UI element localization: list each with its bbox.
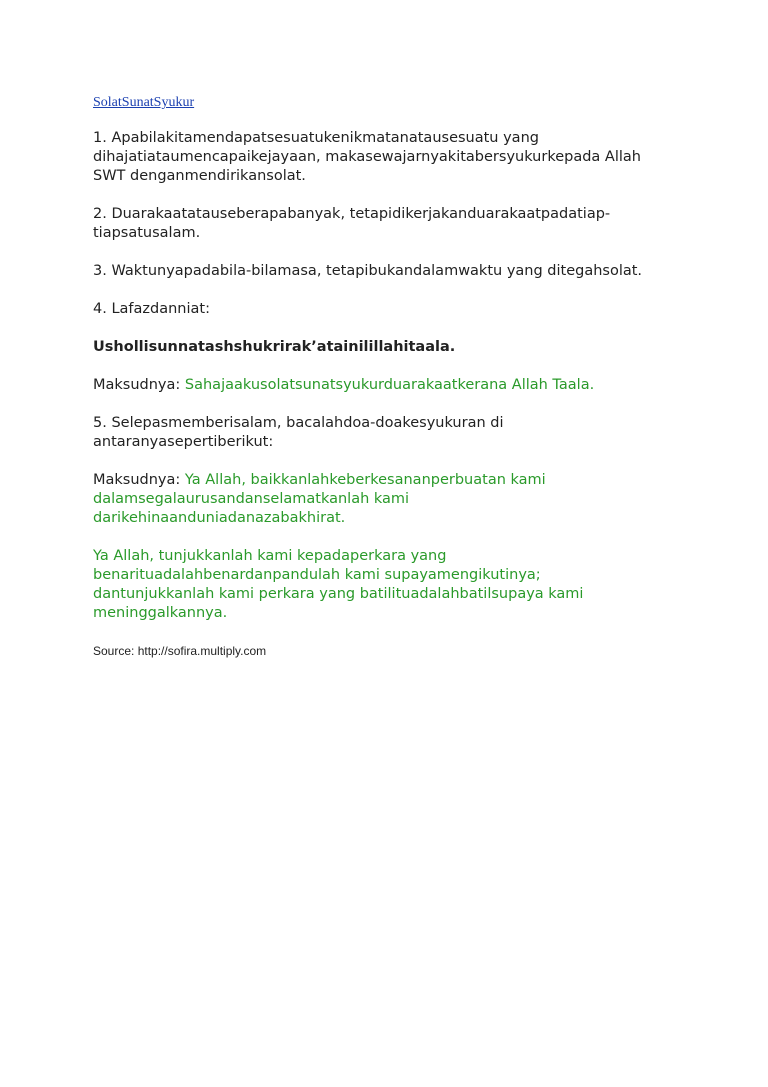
paragraph-3: 3. Waktunyapadabila-bilamasa, tetapibukandalamwaktu yang ditegahsolat. [93, 263, 643, 279]
maksud-2-label: Maksudnya: [93, 472, 185, 488]
document-body [93, 93, 663, 661]
paragraph-2: 2. Duarakaatatauseberapabanyak, tetapidikerjakanduarakaatpadatiap-tiapsatusalam. [93, 206, 611, 241]
paragraph-1: 1. Apabilakitamendapatsesuatukenikmatanatausesuatu yang dihajatiataumencapaikejayaan, makasewajarnyakitabersyukurkepada Allah SWT denganmendirikansolat. [93, 130, 641, 184]
maksud-1-text: Sahajaakusolatsunatsyukurduarakaatkerana Allah Taala. [184, 377, 595, 393]
maksud-1 [93, 376, 663, 395]
maksud-2 [93, 471, 663, 528]
maksud-2-text: Ya Allah, baikkanlahkeberkesananperbuatan kami dalamsegalaurusandanselamatkanlah kami darikehinaanduniadanazabakhirat. [93, 472, 546, 526]
source-line: Source: http://sofira.multiply.com [93, 644, 267, 658]
title-link[interactable]: SolatSunatSyukur [93, 95, 195, 110]
niat-text: Ushollisunnatashshukrirak’atainilillahitaala. [93, 339, 456, 355]
maksud-1-label: Maksudnya: [93, 377, 185, 393]
paragraph-4: 4. Lafazdanniat: [93, 301, 210, 317]
paragraph-5: 5. Selepasmemberisalam, bacalahdoa-doakesyukuran di antaranyasepertiberikut: [93, 415, 504, 450]
doa-2: Ya Allah, tunjukkanlah kami kepadaperkara yang benarituadalahbenardanpandulah kami supayamengikutinya; dantunjukkanlah kami perkara yang batilituadalahbatilsupaya kami meninggalkannya. [93, 548, 584, 621]
